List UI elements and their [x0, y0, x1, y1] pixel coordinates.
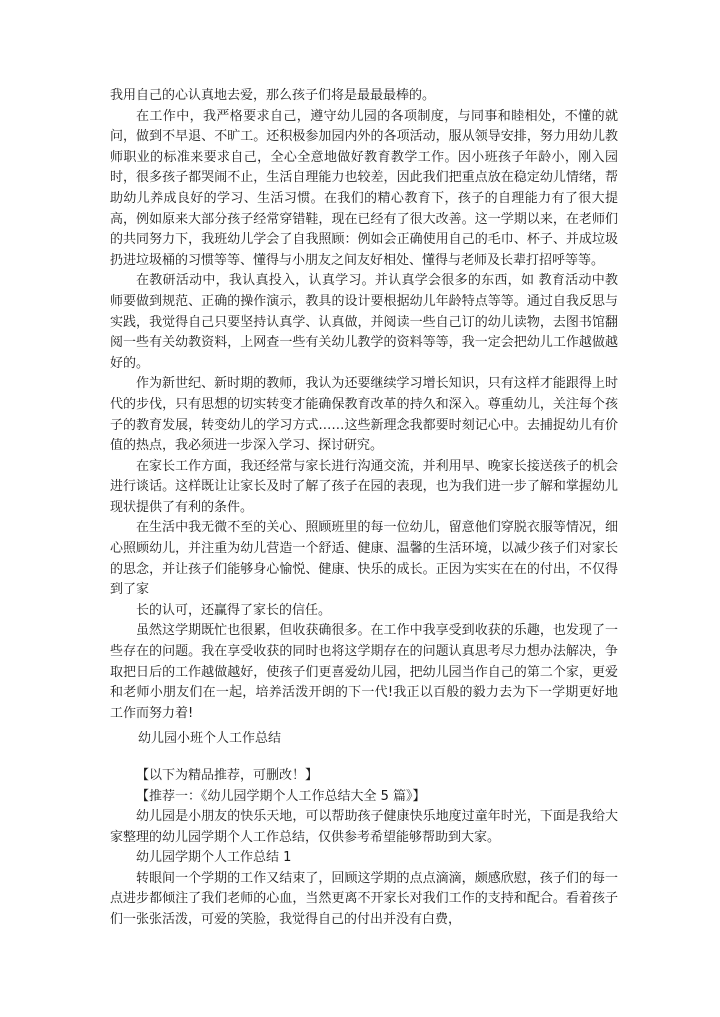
paragraph: 在工作中，我严格要求自己，遵守幼儿园的各项制度，与同事和睦相处，不懂的就问，做到不早退、不旷工。还积极参加园内外的各项活动，服从领导安排，努力用幼儿教师职业的标准来要求自己，全心全意地做好教育教学工作。因小班孩子年龄小，刚入园时，很多孩子都哭闹不止，生活自理能力也较差，因此我们把重点放在稳定幼儿情绪，帮助幼儿养成良好的学习、生活习惯。在我们的精心教育下，孩子的自理能力有了很大提高，例如原来大部分孩子经常穿错鞋，现在已经有了很大改善。这一学期以来，在老师们的共同努力下，我班幼儿学会了自我照顾：例如会正确使用自己的毛巾、杯子、并成垃圾扔进垃圾桶的习惯等等、懂得与小朋友之间友好相处、懂得与老师及长辈打招呼等等。 [110, 108, 618, 268]
recommend-title: 【推荐一：《幼儿园学期个人工作总结大全 5 篇》】 [136, 788, 426, 804]
subheading: 幼儿园学期个人工作总结 1 [136, 850, 292, 865]
paragraph: 在家长工作方面，我还经常与家长进行沟通交流，并利用早、晚家长接送孩子的机会进行谈话。这样既让让家长及时了解了孩子在园的表现，也为我们进一步了解和掌握幼儿现状提供了有利的条件。 [110, 458, 618, 515]
paragraph: 虽然这学期既忙也很累，但收获确很多。在工作中我享受到收获的乐趣，也发现了一些存在的问题。我在享受收获的同时也将这学期存在的问题认真思考尽力想办法解决，争取把日后的工作越做越好，使孩子们更喜爱幼儿园，把幼儿园当作自己的第二个家，更爱和老师小朋友们在一起，培养活泼开朗的下一代!我正以百般的毅力去为下一学期更好地工作而努力着! [110, 623, 618, 721]
paragraph: 幼儿园是小朋友的快乐天地，可以帮助孩子健康快乐地度过童年时光，下面是我给大家整理的幼儿园学期个人工作总结，仅供参考希望能够帮助到大家。 [110, 809, 618, 845]
paragraph: 在生活中我无微不至的关心、照顾班里的每一位幼儿，留意他们穿脱衣服等情况，细心照顾幼儿，并注重为幼儿营造一个舒适、健康、温馨的生活环境，以减少孩子们对家长的思念，并让孩子们能够身心愉悦、健康、快乐的成长。正因为实实在在的付出，不仅得到了家 [110, 520, 618, 598]
paragraph: 转眼间一个学期的工作又结束了，回顾这学期的点点滴滴，颇感欣慰，孩子们的每一点进步都倾注了我们老师的心血，当然更离不开家长对我们工作的支持和配合。看着孩子们一张张活泼，可爱的笑脸，我觉得自己的付出并没有白费， [110, 870, 618, 927]
paragraph: 长的认可，还赢得了家长的信任。 [136, 602, 332, 618]
paragraph: 作为新世纪、新时期的教师，我认为还要继续学习增长知识，只有这样才能跟得上时代的步伐，只有思想的切实转变才能确保教育改革的持久和深入。尊重幼儿，关注每个孩子的教育发展，转变幼儿的学习方式……这些新理念我都要时刻记心中。去捕捉幼儿有价值的热点，我必须进一步深入学习、探讨研究。 [110, 376, 618, 454]
paragraph: 我用自己的心认真地去爱，那么孩子们将是最最最棒的。 [110, 88, 436, 103]
lower-text [110, 766, 618, 930]
section-title: 幼儿园小班个人工作总结 [138, 731, 282, 746]
recommend-note: 【以下为精品推荐，可删改！】 [136, 768, 319, 783]
body-text [110, 86, 618, 724]
paragraph: 在教研活动中，我认真投入，认真学习。并认真学会很多的东西，如 教育活动中教师要做到规范、正确的操作演示，教具的设计要根据幼儿年龄特点等等。通过自我反思与实践，我觉得自己只要坚持认真学、认真做，并阅读一些自己订的幼儿读物，去图书馆翻阅一些有关幼教资料，上网查一些有关幼儿教学的资料等等，我一定会把幼儿工作越做越好的。 [110, 273, 618, 371]
